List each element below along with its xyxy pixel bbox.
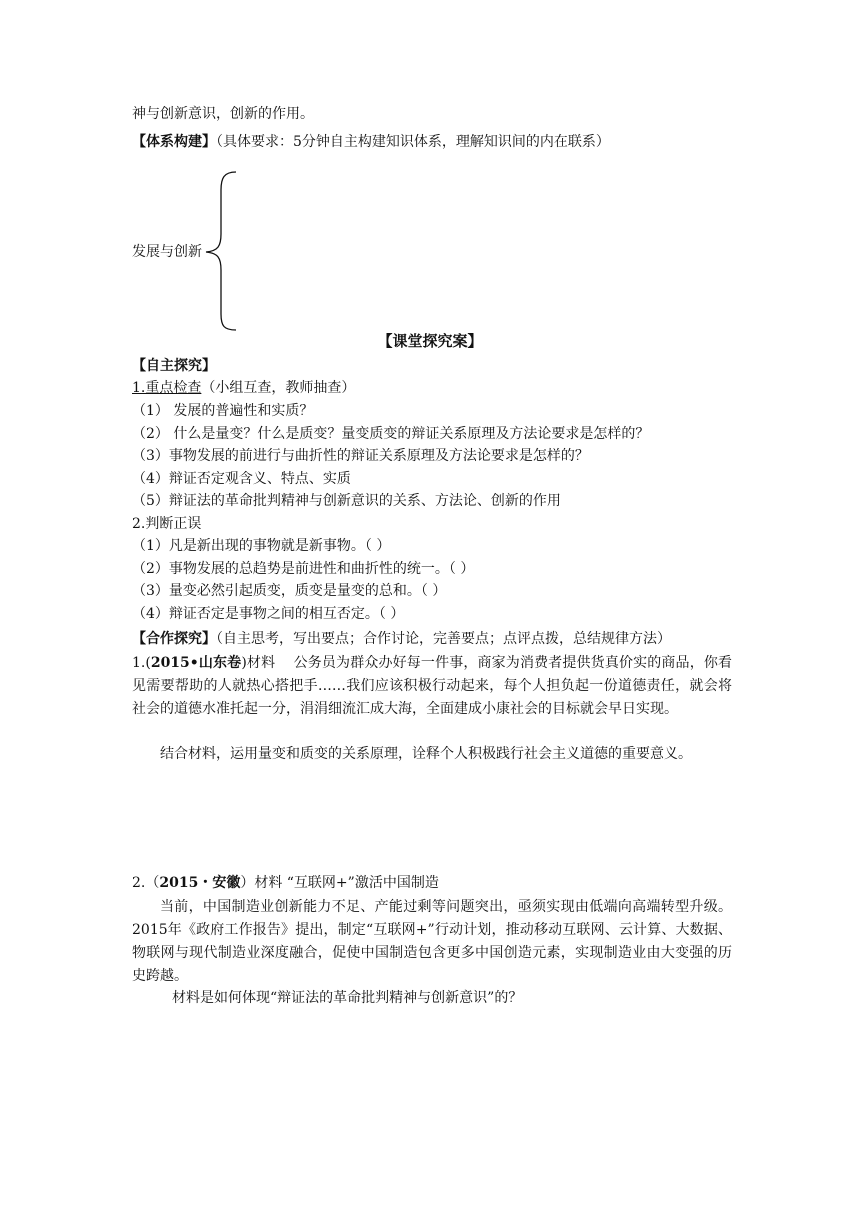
- coop-explore-heading: [132, 629, 671, 649]
- section-title: 【课堂探究案】: [377, 332, 483, 350]
- q2-item: （1）凡是新出现的事物就是新事物。（ ）: [132, 538, 391, 554]
- continued-text: 神与创新意识，创新的作用。: [132, 106, 314, 122]
- q2-item: （3）量变必然引起质变，质变是量变的总和。（ ）: [132, 583, 447, 599]
- coop-q1-material: [132, 652, 732, 721]
- coop-q1-body: 公务员为群众办好每一件事，商家为消费者提供货真价实的商品，你看见需要帮助的人就热心搭把手……我们应该积极行动起来，每个人担负起一份道德责任，就会将社会的道德水准托起一分，涓涓细流汇成大海，全面建成小康社会的目标就会早日实现。: [132, 655, 732, 717]
- q1-item: （1） 发展的普遍性和实质？: [132, 403, 314, 419]
- system-build-heading: [132, 132, 610, 152]
- diagram-root-label: 发展与创新: [132, 244, 202, 260]
- q2-item: （2）事物发展的总趋势是前进性和曲折性的统一。（ ）: [132, 561, 475, 577]
- system-build-note: （具体要求：5分钟自主构建知识体系，理解知识间的内在联系）: [216, 134, 610, 150]
- coop-explore-note: （自主思考，写出要点；合作讨论，完善要点；点评点拨，总结规律方法）: [216, 631, 671, 647]
- q2-title: 2.判断正误: [132, 516, 202, 532]
- q1-item: （4）辩证否定观含义、特点、实质: [132, 471, 351, 487]
- q1-item: （2） 什么是量变？什么是质变？量变质变的辩证关系原理及方法论要求是怎样的？: [132, 426, 650, 442]
- coop-q2-question: 材料是如何体现“辩证法的革命批判精神与创新意识”的？: [172, 990, 523, 1006]
- coop-explore-label: 【合作探究】: [132, 631, 216, 647]
- self-explore-label: 【自主探究】: [132, 358, 216, 374]
- coop-q2-material: 当前，中国制造业创新能力不足、产能过剩等问题突出，亟须实现由低端向高端转型升级。2015年《政府工作报告》提出，制定“互联网+”行动计划，推动移动互联网、云计算、大数据、物联网与现代制造业深度融合，促使中国制造包含更多中国创造元素，实现制造业由大变强的历史跨越。: [132, 899, 732, 984]
- coop-q2-title-rest: ）材料 “互联网+”激活中国制造: [240, 875, 439, 891]
- coop-q1-source: 2015•山东卷: [150, 655, 242, 671]
- q1-item: （5）辩证法的革命批判精神与创新意识的关系、方法论、创新的作用: [132, 493, 561, 509]
- brace-icon: [200, 168, 250, 334]
- knowledge-brace: [200, 168, 250, 334]
- q1-title-suffix: （小组互查，教师抽查）: [201, 380, 356, 396]
- q1-title: [132, 378, 355, 398]
- coop-q1-question: 结合材料，运用量变和质变的关系原理，诠释个人积极践行社会主义道德的重要意义。: [160, 746, 692, 762]
- coop-q2-prefix: 2.（: [132, 875, 160, 891]
- coop-q2-source: 2015・安徽: [159, 875, 241, 891]
- system-build-label: 【体系构建】: [132, 134, 216, 150]
- coop-q2-title: [132, 873, 439, 893]
- q1-title-prefix: 1.重点检查: [132, 380, 202, 396]
- coop-q1-intro: )材料: [241, 655, 276, 671]
- q2-item: （4）辩证否定是事物之间的相互否定。（ ）: [132, 606, 405, 622]
- q1-item: （3）事物发展的前进行与曲折性的辩证关系原理及方法论要求是怎样的？: [132, 448, 589, 464]
- coop-q1-prefix: 1.(: [132, 655, 151, 671]
